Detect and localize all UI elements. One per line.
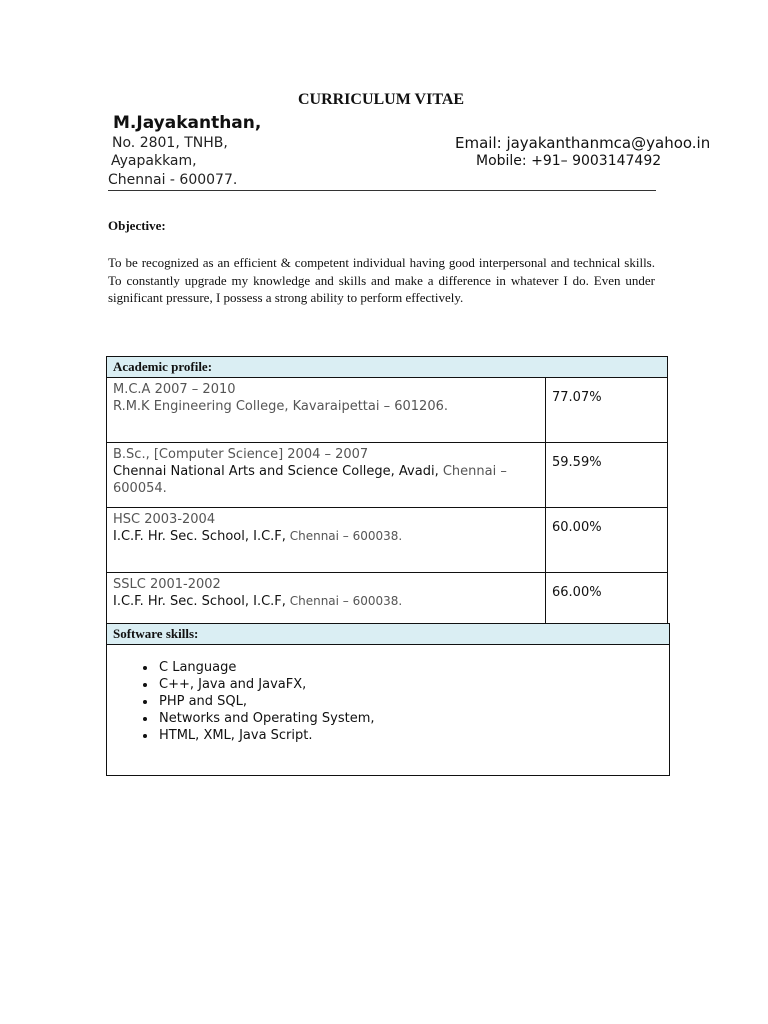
score-cell: 66.00% (546, 573, 668, 638)
address-line: No. 2801, TNHB, (112, 135, 228, 151)
institution-text: Chennai National Arts and Science College, Avadi, (113, 464, 439, 479)
software-skills-heading: Software skills: (107, 624, 670, 645)
institution-city: Chennai – 600038. (285, 529, 403, 543)
education-cell (107, 508, 546, 573)
institution-block (113, 463, 539, 497)
applicant-name: M.Jayakanthan, (113, 113, 262, 133)
degree-text: M.C.A 2007 – 2010 (113, 382, 236, 397)
table-row (107, 508, 668, 573)
institution-city: Chennai – 600054. (113, 464, 507, 496)
education-cell (107, 378, 546, 443)
institution-text: I.C.F. Hr. Sec. School, I.C.F, (113, 594, 286, 609)
list-item: • Networks and Operating System, (157, 710, 669, 727)
score-cell: 60.00% (546, 508, 668, 573)
table-row (107, 378, 668, 443)
list-item: • PHP and SQL, (157, 693, 669, 710)
list-item: • HTML, XML, Java Script. (157, 727, 669, 744)
degree-text: B.Sc., [Computer Science] 2004 – 2007 (113, 447, 369, 462)
document-title: CURRICULUM VITAE (297, 91, 465, 108)
list-item: • C++, Java and JavaFX, (157, 676, 669, 693)
skills-list (107, 659, 669, 744)
institution-text: R.M.K Engineering College, Kavaraipettai – 601206. (113, 399, 448, 414)
objective-text: To be recognized as an efficient & competent individual having good interpersonal and technical skills. To constantly upgrade my knowledge and skills and make a difference in whatever I do. Even under significant pressure, I possess a strong ability to perform effectively. (108, 255, 655, 305)
institution-block (113, 528, 539, 545)
software-skills-table (106, 623, 670, 776)
institution-city: Chennai – 600038. (285, 594, 403, 608)
academic-profile-heading: Academic profile: (107, 357, 668, 378)
score-cell: 59.59% (546, 443, 668, 508)
skills-cell (107, 645, 670, 776)
degree-text: HSC 2003-2004 (113, 512, 216, 527)
institution-block (113, 593, 539, 610)
objective-heading: Objective: (108, 218, 166, 233)
academic-profile-table (106, 356, 668, 638)
address-line: Chennai - 600077. (108, 172, 238, 188)
education-cell (107, 443, 546, 508)
header-divider (108, 190, 656, 191)
table-row (107, 443, 668, 508)
score-cell: 77.07% (546, 378, 668, 443)
mobile-contact: Mobile: +91– 9003147492 (476, 153, 662, 169)
institution-text: I.C.F. Hr. Sec. School, I.C.F, (113, 529, 286, 544)
degree-text: SSLC 2001-2002 (113, 577, 221, 592)
list-item: • C Language (157, 659, 669, 676)
address-line: Ayapakkam, (111, 153, 197, 169)
email-contact: Email: jayakanthanmca@yahoo.in (455, 134, 711, 152)
